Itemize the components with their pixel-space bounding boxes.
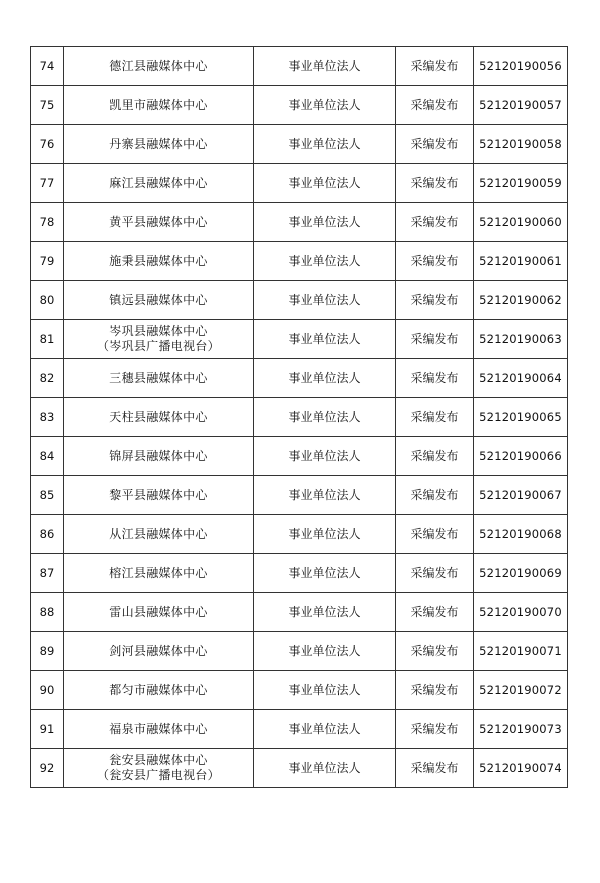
- row-number: 80: [31, 281, 64, 320]
- entity-type: 事业单位法人: [254, 164, 396, 203]
- table-body: [31, 47, 568, 788]
- organization-name-alias: （岑巩县广播电视台）: [96, 339, 220, 353]
- table-row: [31, 398, 568, 437]
- entity-type: 事业单位法人: [254, 515, 396, 554]
- organization-name: [64, 86, 254, 125]
- organization-name: [64, 476, 254, 515]
- service-category: 采编发布: [396, 593, 474, 632]
- row-number: 83: [31, 398, 64, 437]
- service-category: 采编发布: [396, 281, 474, 320]
- service-category: 采编发布: [396, 125, 474, 164]
- table-row: [31, 47, 568, 86]
- row-number: 77: [31, 164, 64, 203]
- service-category: 采编发布: [396, 164, 474, 203]
- service-category: 采编发布: [396, 554, 474, 593]
- registration-code: 52120190059: [474, 164, 568, 203]
- organization-name-main: 丹寨县融媒体中心: [109, 136, 208, 151]
- table-row: [31, 710, 568, 749]
- registration-code: 52120190057: [474, 86, 568, 125]
- table-row: [31, 515, 568, 554]
- table-row: [31, 749, 568, 788]
- row-number: 89: [31, 632, 64, 671]
- row-number: 82: [31, 359, 64, 398]
- service-category: 采编发布: [396, 86, 474, 125]
- organization-name: [64, 47, 254, 86]
- registration-code: 52120190069: [474, 554, 568, 593]
- organization-name-main: 剑河县融媒体中心: [109, 643, 208, 658]
- organization-name: [64, 437, 254, 476]
- organization-name: [64, 359, 254, 398]
- organization-name-main: 三穗县融媒体中心: [109, 370, 208, 385]
- service-category: 采编发布: [396, 632, 474, 671]
- registration-code: 52120190064: [474, 359, 568, 398]
- entity-type: 事业单位法人: [254, 554, 396, 593]
- row-number: 79: [31, 242, 64, 281]
- table-row: [31, 437, 568, 476]
- row-number: 88: [31, 593, 64, 632]
- organization-name: [64, 554, 254, 593]
- row-number: 92: [31, 749, 64, 788]
- organization-name-main: 黄平县融媒体中心: [109, 214, 208, 229]
- registration-code: 52120190062: [474, 281, 568, 320]
- organization-name-main: 雷山县融媒体中心: [109, 604, 208, 619]
- registration-code: 52120190063: [474, 320, 568, 359]
- table-row: [31, 242, 568, 281]
- table-row: [31, 359, 568, 398]
- row-number: 87: [31, 554, 64, 593]
- table-row: [31, 86, 568, 125]
- entity-type: 事业单位法人: [254, 86, 396, 125]
- organization-name: [64, 710, 254, 749]
- table-row: [31, 554, 568, 593]
- row-number: 91: [31, 710, 64, 749]
- entity-type: 事业单位法人: [254, 476, 396, 515]
- registration-code: 52120190060: [474, 203, 568, 242]
- entity-type: 事业单位法人: [254, 398, 396, 437]
- organization-name-main: 凯里市融媒体中心: [109, 97, 208, 112]
- table-row: [31, 281, 568, 320]
- organization-name-main: 德江县融媒体中心: [109, 58, 208, 73]
- entity-type: 事业单位法人: [254, 242, 396, 281]
- registration-code: 52120190072: [474, 671, 568, 710]
- organization-name: [64, 515, 254, 554]
- entity-type: 事业单位法人: [254, 281, 396, 320]
- organization-name-main: 天柱县融媒体中心: [109, 409, 208, 424]
- organization-name: [64, 203, 254, 242]
- organization-name-main: 黎平县融媒体中心: [109, 487, 208, 502]
- table-row: [31, 203, 568, 242]
- registration-code: 52120190058: [474, 125, 568, 164]
- service-category: 采编发布: [396, 242, 474, 281]
- registration-code: 52120190065: [474, 398, 568, 437]
- registration-code: 52120190074: [474, 749, 568, 788]
- organization-name: [64, 749, 254, 788]
- organization-name: [64, 164, 254, 203]
- organization-name-main: 瓮安县融媒体中心: [109, 753, 208, 767]
- service-category: 采编发布: [396, 749, 474, 788]
- row-number: 76: [31, 125, 64, 164]
- table-row: [31, 593, 568, 632]
- service-category: 采编发布: [396, 710, 474, 749]
- service-category: 采编发布: [396, 398, 474, 437]
- table-row: [31, 476, 568, 515]
- entity-type: 事业单位法人: [254, 359, 396, 398]
- organization-name: [64, 281, 254, 320]
- table-row: [31, 125, 568, 164]
- organization-name-main: 榕江县融媒体中心: [109, 565, 208, 580]
- row-number: 84: [31, 437, 64, 476]
- entity-type: 事业单位法人: [254, 203, 396, 242]
- organization-name: [64, 242, 254, 281]
- organization-name: [64, 632, 254, 671]
- entity-type: 事业单位法人: [254, 47, 396, 86]
- row-number: 85: [31, 476, 64, 515]
- organization-name-main: 岑巩县融媒体中心: [109, 324, 208, 338]
- registration-code: 52120190067: [474, 476, 568, 515]
- entity-type: 事业单位法人: [254, 437, 396, 476]
- row-number: 74: [31, 47, 64, 86]
- registration-code: 52120190056: [474, 47, 568, 86]
- table-row: [31, 632, 568, 671]
- service-category: 采编发布: [396, 437, 474, 476]
- service-category: 采编发布: [396, 359, 474, 398]
- table-row: [31, 320, 568, 359]
- organization-name-main: 从江县融媒体中心: [109, 526, 208, 541]
- entity-type: 事业单位法人: [254, 710, 396, 749]
- registry-table: [30, 46, 568, 788]
- organization-name: [64, 593, 254, 632]
- row-number: 81: [31, 320, 64, 359]
- organization-name: [64, 320, 254, 359]
- registration-code: 52120190071: [474, 632, 568, 671]
- service-category: 采编发布: [396, 320, 474, 359]
- service-category: 采编发布: [396, 515, 474, 554]
- organization-name-main: 锦屏县融媒体中心: [109, 448, 208, 463]
- entity-type: 事业单位法人: [254, 632, 396, 671]
- registration-code: 52120190066: [474, 437, 568, 476]
- organization-name-main: 福泉市融媒体中心: [109, 721, 208, 736]
- service-category: 采编发布: [396, 203, 474, 242]
- registration-code: 52120190070: [474, 593, 568, 632]
- entity-type: 事业单位法人: [254, 593, 396, 632]
- organization-name-main: 都匀市融媒体中心: [109, 682, 208, 697]
- registration-code: 52120190061: [474, 242, 568, 281]
- service-category: 采编发布: [396, 476, 474, 515]
- organization-name: [64, 671, 254, 710]
- registration-code: 52120190068: [474, 515, 568, 554]
- entity-type: 事业单位法人: [254, 671, 396, 710]
- service-category: 采编发布: [396, 47, 474, 86]
- organization-name-alias: （瓮安县广播电视台）: [96, 768, 220, 782]
- organization-name-main: 麻江县融媒体中心: [109, 175, 208, 190]
- registration-code: 52120190073: [474, 710, 568, 749]
- entity-type: 事业单位法人: [254, 320, 396, 359]
- entity-type: 事业单位法人: [254, 125, 396, 164]
- organization-name: [64, 398, 254, 437]
- table-row: [31, 671, 568, 710]
- organization-name-main: 施秉县融媒体中心: [109, 253, 208, 268]
- entity-type: 事业单位法人: [254, 749, 396, 788]
- organization-name-main: 镇远县融媒体中心: [109, 292, 208, 307]
- row-number: 75: [31, 86, 64, 125]
- row-number: 78: [31, 203, 64, 242]
- organization-name: [64, 125, 254, 164]
- service-category: 采编发布: [396, 671, 474, 710]
- row-number: 90: [31, 671, 64, 710]
- table-row: [31, 164, 568, 203]
- row-number: 86: [31, 515, 64, 554]
